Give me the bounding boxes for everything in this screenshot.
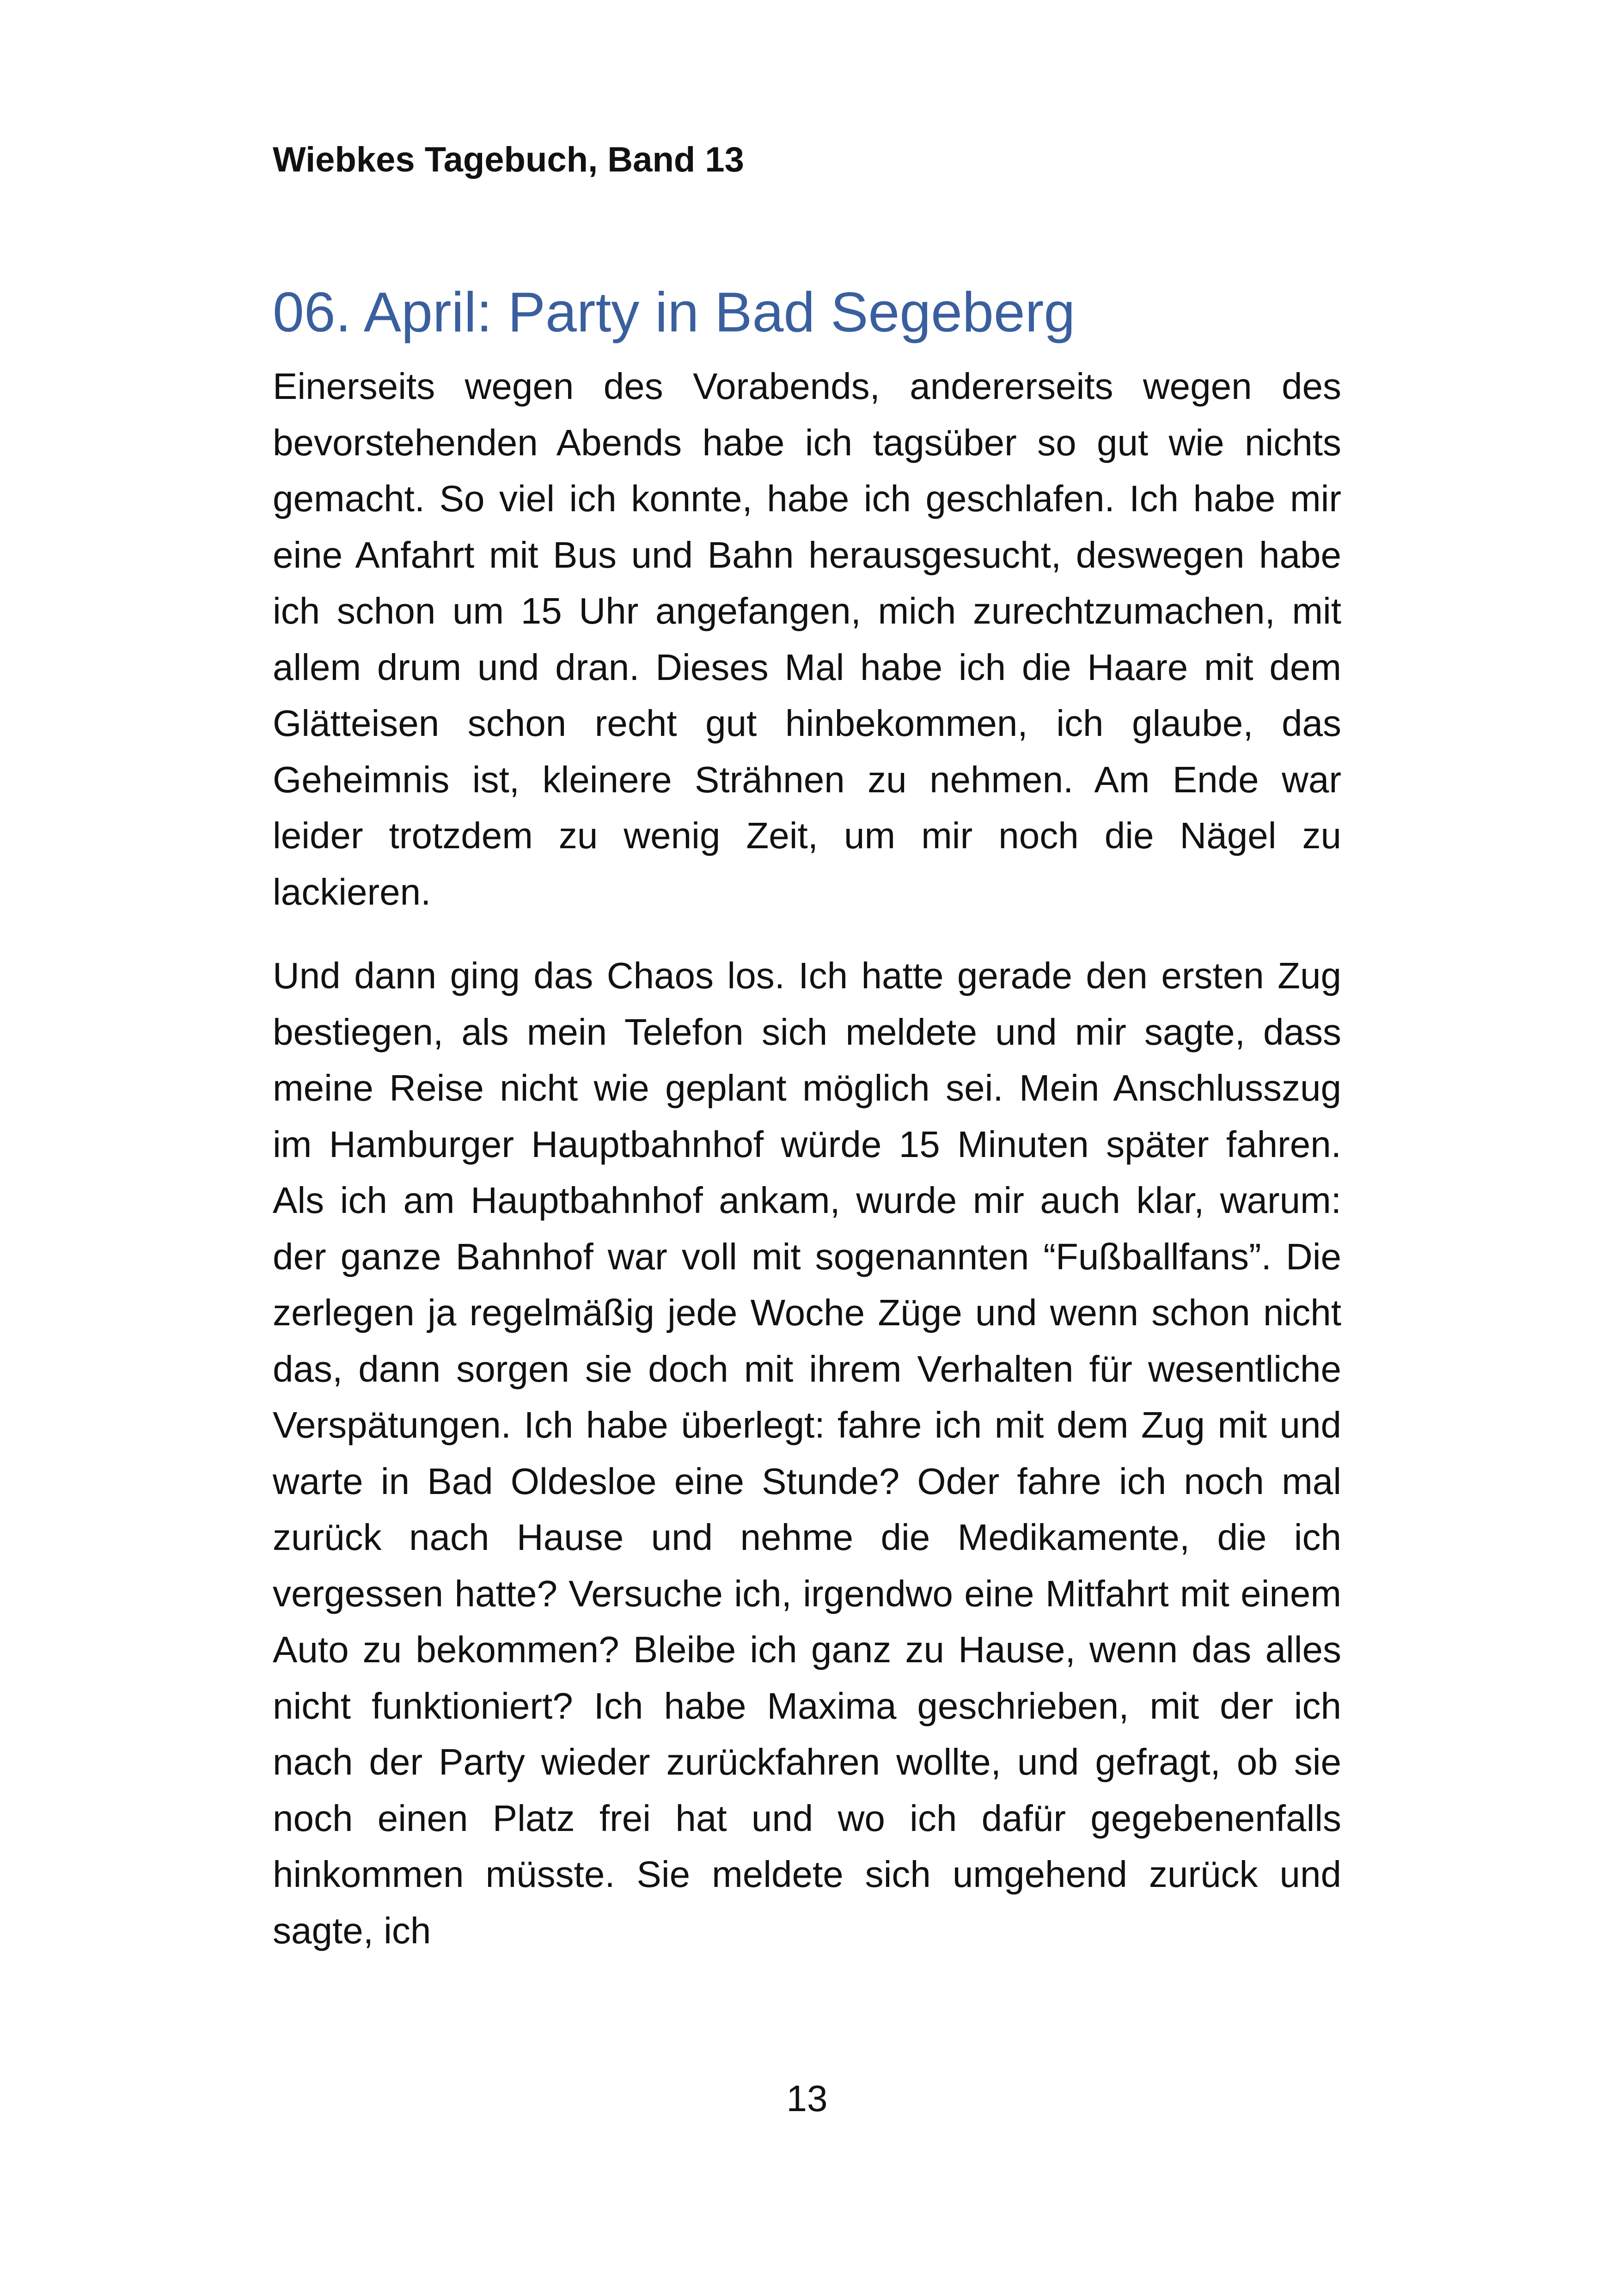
page-number: 13 [786,2078,828,2119]
chapter-body [273,358,1341,1959]
running-title: Wiebkes Tagebuch, Band 13 [273,140,744,179]
paragraph-1: Einerseits wegen des Vorabends, andererseits wegen des bevorstehenden Abends habe ich tagsüber so gut wie nichts gemacht. So viel ich konnte, habe ich geschlafen. Ich habe mir eine Anfahrt mit Bus und Bahn herausgesucht, deswegen habe ich schon um 15 Uhr angefangen, mich zurechtzumachen, mit allem drum und dran. Dieses Mal habe ich die Haare mit dem Glätteisen schon recht gut hinbekommen, ich glaube, das Geheimnis ist, kleinere Strähnen zu nehmen. Am Ende war leider trotzdem zu wenig Zeit, um mir noch die Nägel zu lackieren. [273,366,1341,912]
chapter-title: 06. April: Party in Bad Segeberg [273,281,1076,343]
paragraph-2: Und dann ging das Chaos los. Ich hatte gerade den ersten Zug bestiegen, als mein Telefon sich meldete und mir sagte, dass meine Reise nicht wie geplant möglich sei. Mein Anschlusszug im Hamburger Hauptbahnhof würde 15 Minuten später fahren. Als ich am Hauptbahnhof ankam, wurde mir auch klar, warum: der ganze Bahnhof war voll mit sogenannten “Fußballfans”. Die zerlegen ja regelmäßig jede Woche Züge und wenn schon nicht das, dann sorgen sie doch mit ihrem Verhalten für wesentliche Verspätungen. Ich habe überlegt: fahre ich mit dem Zug mit und warte in Bad Oldesloe eine Stunde? Oder fahre ich noch mal zurück nach Hause und nehme die Medikamente, die ich vergessen hatte? Versuche ich, irgendwo eine Mitfahrt mit einem Auto zu bekommen? Bleibe ich ganz zu Hause, wenn das alles nicht funktioniert? Ich habe Maxima geschrieben, mit der ich nach der Party wieder zurückfahren wollte, und gefragt, ob sie noch einen Platz frei hat und wo ich dafür gegebenenfalls hinkommen müsste. Sie meldete sich umgehend zurück und sagte, ich [273,955,1341,1951]
